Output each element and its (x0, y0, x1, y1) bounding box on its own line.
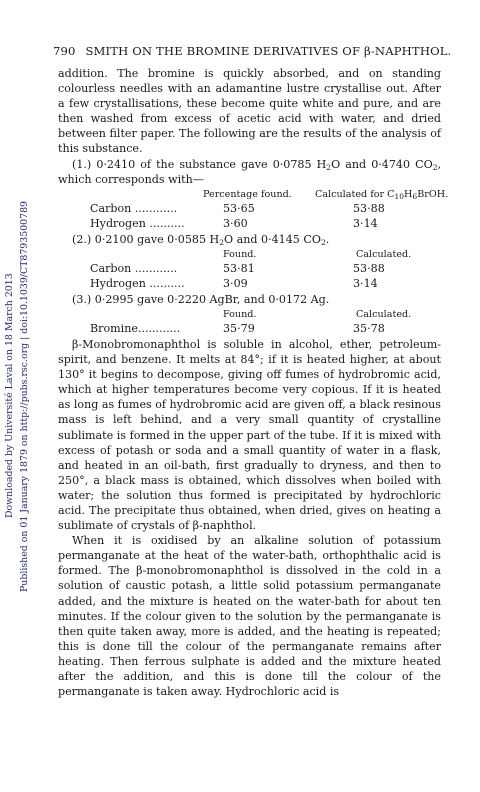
table-header-calculated: Calculated. (356, 248, 412, 260)
analysis-table-2 (58, 247, 441, 292)
paragraph-oxidation: When it is oxidised by an alkaline solution of potassium permanganate at the heat of the water-bath, orthophthalic acid is formed. The β-monobromonaphthol is dissolved in the cold in a solution of caustic potash, a little solid potassium permanganate added, and the mixture is heated on the water-bath for about ten minutes. If the colour given to the solution by the permanganate is then quite taken away, more is added, and the heating is repeated; this is done till the colour of the permanganate remains after heating. Then ferrous sulphate is added and the mixture heated after the addition, and this is done till the colour of the permanganate is taken away. Hydrochloric acid is (58, 534, 441, 699)
running-header (53, 44, 452, 58)
table-cell-calculated: 3·14 (353, 216, 378, 230)
page-body (58, 66, 449, 699)
table-header-found: Found. (223, 248, 257, 260)
analysis-1-text: (1.) 0·2410 of the substance gave 0·0785 $H_2O$ and 0·4740 $CO_2$, which corresponds with— (58, 157, 441, 186)
page-number: 790 (53, 44, 76, 58)
paragraph-addition: addition. The bromine is quickly absorbed, and on standing colourless needles with an adamantine lustre crystallise out. After a few crystallisations, these become quite white and pure, and are then washed from excess of acetic acid with water, and dried between filter paper. The following are the results of the analysis of this substance. (58, 67, 441, 156)
table-cell-found: 53·81 (223, 261, 255, 275)
table-cell-found: 53·65 (223, 201, 255, 215)
publication-watermark: Published on 01 January 1879 on http://pubs.rsc.org | doi:10.1039/CT8793500789 (19, 200, 30, 592)
table-cell-found: 35·79 (223, 321, 255, 335)
table-row-label: Carbon ............ (90, 201, 178, 215)
table-row-label: Carbon ............ (90, 261, 178, 275)
table-cell-calculated: 35·78 (353, 321, 385, 335)
table-cell-calculated: 53·88 (353, 201, 385, 215)
table-header-calculated: Calculated for $C_{10}H_6BrOH$. (315, 188, 449, 201)
download-watermark: Downloaded by Université Laval on 18 March 2013 (4, 273, 15, 519)
table-header-found: Percentage found. (203, 188, 292, 200)
analysis-2-text: (2.) 0·2100 gave 0·0585 $H_2O$ and 0·4145 $CO_2$. (72, 232, 330, 247)
table-row-label: Hydrogen .......... (90, 276, 185, 290)
table-cell-calculated: 3·14 (353, 276, 378, 290)
table-row-label: Hydrogen .......... (90, 216, 185, 230)
table-header-calculated: Calculated. (356, 308, 412, 320)
analysis-table-1 (58, 187, 449, 232)
paragraph-properties: β-Monobromonaphthol is soluble in alcohol, ether, petroleum-spirit, and benzene. It melts at 84°; if it is heated higher, at about 130° it begins to decompose, giving off fumes of hydrobromic acid, which at higher temperatures become very copious. If it is heated as long as fumes of hydrobromic acid are given off, a black resinous mass is left behind, and a very small quantity of crystalline sublimate is formed in the upper part of the tube. If it is mixed with excess of potash or soda and a small quantity of water in a flask, and heated in an oil-bath, first gradually to dryness, and then to 250°, a black mass is obtained, which dissolves when boiled with water; the solution thus formed is precipitated by hydrochloric acid. The precipitate thus obtained, when dried, gives on heating a sublimate of crystals of β-naphthol. (58, 337, 441, 533)
table-header-found: Found. (223, 308, 257, 320)
table-cell-calculated: 53·88 (353, 261, 385, 275)
analysis-3-text: (3.) 0·2995 gave 0·2220 AgBr, and 0·0172 Ag. (72, 292, 330, 306)
analysis-table-3 (58, 307, 441, 337)
table-cell-found: 3·60 (223, 216, 248, 230)
table-cell-found: 3·09 (223, 276, 248, 290)
table-row-label: Bromine............ (90, 321, 181, 335)
running-title: SMITH ON THE BROMINE DERIVATIVES OF β-NAPHTHOL. (85, 44, 452, 58)
